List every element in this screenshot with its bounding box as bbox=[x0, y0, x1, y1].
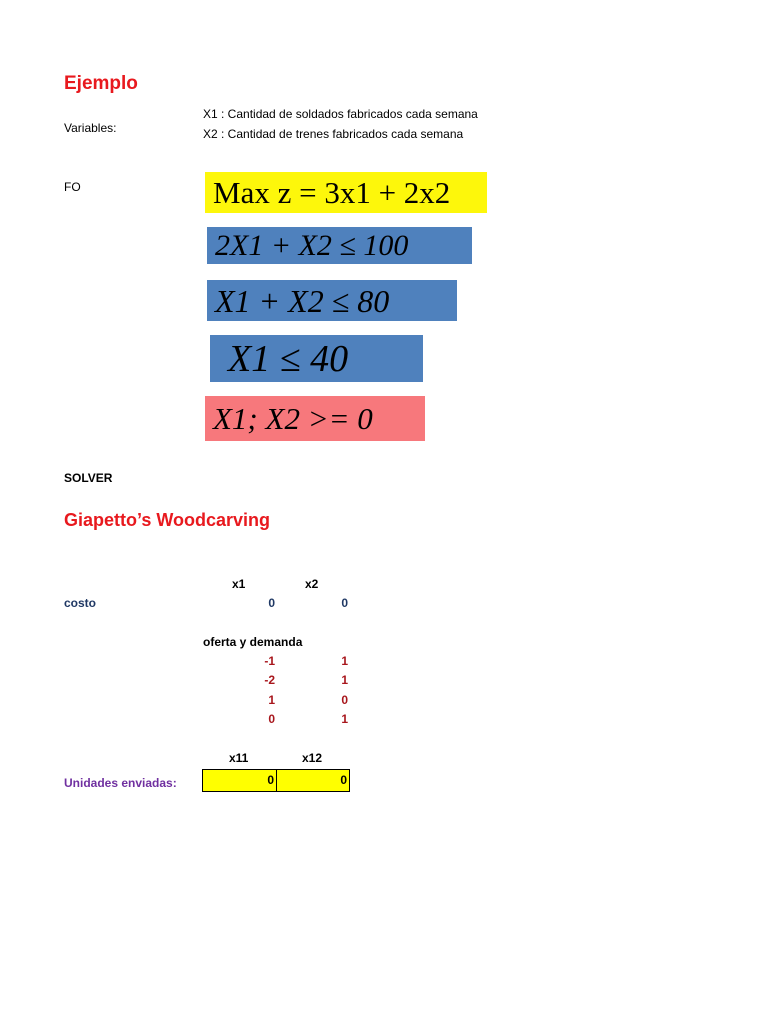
supply-demand-cell: 1 bbox=[341, 712, 348, 726]
supply-demand-label: oferta y demanda bbox=[203, 635, 303, 649]
column-header-x11: x11 bbox=[229, 751, 249, 765]
supply-demand-cell: 0 bbox=[341, 693, 348, 707]
objective-function: Max z = 3x1 + 2x2 bbox=[205, 172, 487, 213]
variables-label: Variables: bbox=[64, 121, 117, 135]
supply-demand-cell: 1 bbox=[268, 693, 275, 707]
column-header-x2: x2 bbox=[305, 577, 319, 591]
units-shipped-label: Unidades enviadas: bbox=[64, 776, 177, 790]
cost-value-x2: 0 bbox=[341, 596, 348, 610]
constraint-1: 2X1 + X2 ≤ 100 bbox=[207, 227, 472, 264]
units-shipped-x11-cell[interactable]: 0 bbox=[202, 769, 277, 792]
cost-row-label: costo bbox=[64, 596, 97, 610]
supply-demand-cell: 0 bbox=[268, 712, 275, 726]
section-title: Giapetto’s Woodcarving bbox=[64, 510, 271, 530]
column-header-x12: x12 bbox=[302, 751, 323, 765]
fo-label: FO bbox=[64, 180, 81, 194]
solver-label: SOLVER bbox=[64, 471, 113, 485]
constraint-nonnegativity: X1; X2 >= 0 bbox=[205, 396, 425, 441]
variable-x1-description: X1 : Cantidad de soldados fabricados cada semana bbox=[203, 107, 478, 121]
supply-demand-cell: -2 bbox=[264, 673, 275, 687]
page-title: Ejemplo bbox=[64, 73, 138, 94]
supply-demand-cell: -1 bbox=[264, 654, 275, 668]
column-header-x1: x1 bbox=[232, 577, 246, 591]
supply-demand-cell: 1 bbox=[341, 654, 348, 668]
variable-x2-description: X2 : Cantidad de trenes fabricados cada semana bbox=[203, 127, 464, 141]
constraint-2: X1 + X2 ≤ 80 bbox=[207, 280, 457, 321]
units-shipped-x12-cell[interactable]: 0 bbox=[276, 769, 350, 792]
cost-value-x1: 0 bbox=[268, 596, 275, 610]
constraint-3: X1 ≤ 40 bbox=[210, 335, 423, 382]
supply-demand-cell: 1 bbox=[341, 673, 348, 687]
